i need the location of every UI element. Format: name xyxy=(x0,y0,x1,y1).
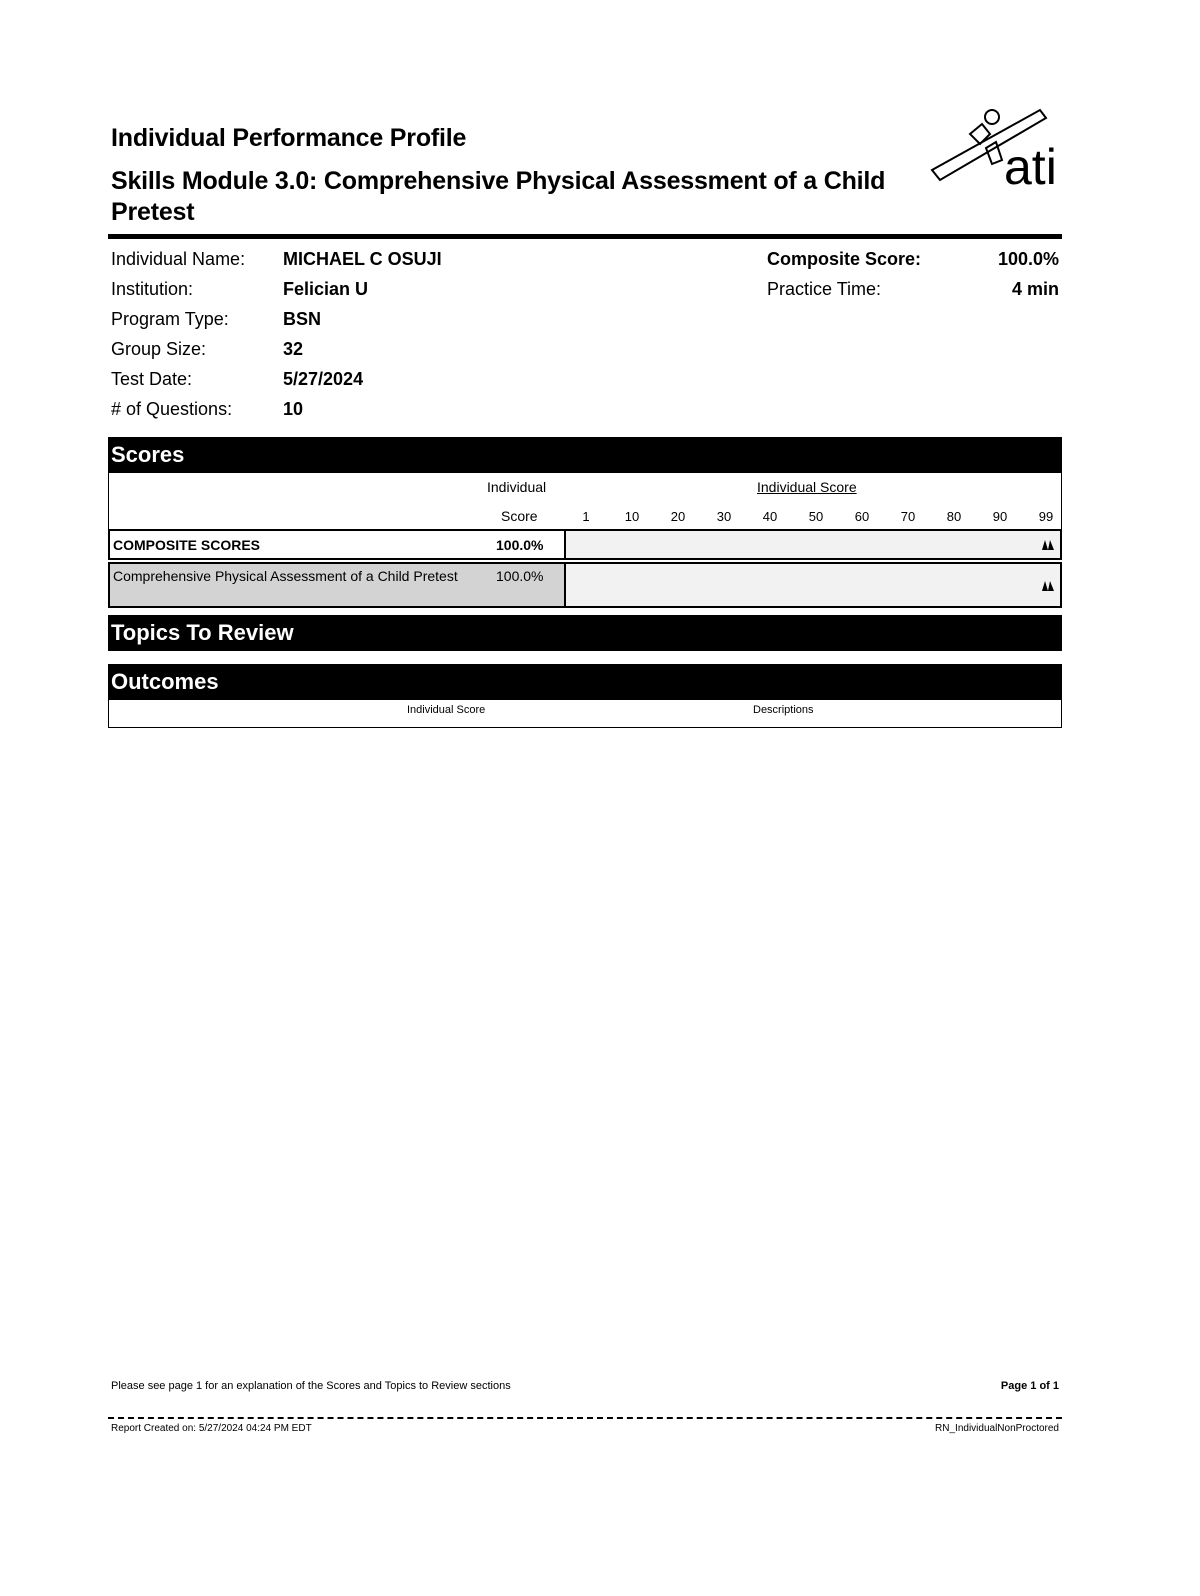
scale-tick-50: 50 xyxy=(808,509,824,524)
institution-label: Institution: xyxy=(111,279,194,299)
questions-label: # of Questions: xyxy=(111,399,233,419)
outcomes-header xyxy=(108,700,1062,728)
score-marker-icon xyxy=(1042,539,1054,551)
practice-time-value: 4 min xyxy=(1011,279,1059,299)
individual-name-value: MICHAEL C OSUJI xyxy=(283,249,442,269)
scale-tick-60: 60 xyxy=(854,509,870,524)
scale-tick-1: 1 xyxy=(582,509,590,524)
row-name: Comprehensive Physical Assessment of a Child Pretest xyxy=(113,568,458,584)
report-code: RN_IndividualNonProctored xyxy=(935,1423,1059,1434)
header-rule xyxy=(108,234,1062,239)
scale-tick-90: 90 xyxy=(992,509,1008,524)
group-size-value: 32 xyxy=(283,339,304,359)
individual-name-label: Individual Name: xyxy=(111,249,246,269)
scale-tick-10: 10 xyxy=(624,509,640,524)
row-name: COMPOSITE SCORES xyxy=(113,537,261,553)
institution-value: Felician U xyxy=(283,279,369,299)
col-score: Score xyxy=(501,508,538,524)
logo-text: ati xyxy=(1004,139,1057,190)
composite-score-value: 100.0% xyxy=(997,249,1059,269)
scale-tick-40: 40 xyxy=(762,509,778,524)
row-value: 100.0% xyxy=(496,537,544,553)
scores-header xyxy=(108,473,1062,529)
questions-value: 10 xyxy=(283,399,304,419)
report-title: Individual Performance Profile xyxy=(111,124,467,152)
composite-score-label: Composite Score: xyxy=(767,249,922,269)
scale-tick-80: 80 xyxy=(946,509,962,524)
test-date-label: Test Date: xyxy=(111,369,193,389)
page-number: Page 1 of 1 xyxy=(1000,1380,1059,1392)
footer-divider xyxy=(108,1417,1062,1419)
test-date-value: 5/27/2024 xyxy=(283,369,364,389)
topics-band: Topics To Review xyxy=(108,615,1062,651)
scale-tick-20: 20 xyxy=(670,509,686,524)
outcomes-col-individual-score: Individual Score xyxy=(407,704,486,716)
report-subtitle: Skills Module 3.0: Comprehensive Physical Assessment of a Child Pretest xyxy=(111,167,886,226)
group-size-label: Group Size: xyxy=(111,339,207,359)
program-type-label: Program Type: xyxy=(111,309,229,329)
scale-tick-70: 70 xyxy=(900,509,916,524)
outcomes-col-descriptions: Descriptions xyxy=(753,704,814,716)
program-type-value: BSN xyxy=(283,309,322,329)
outcomes-band: Outcomes xyxy=(108,664,1062,700)
score-bar xyxy=(564,564,1060,606)
report-created: Report Created on: 5/27/2024 04:24 PM EDT xyxy=(111,1423,312,1434)
report-page xyxy=(108,0,1062,1596)
col-individual: Individual xyxy=(487,479,547,495)
score-marker-icon xyxy=(1042,580,1054,592)
ati-logo xyxy=(930,104,1065,190)
col-individual-score: Individual Score xyxy=(757,479,857,495)
scores-band: Scores xyxy=(108,437,1062,473)
scale-tick-99: 99 xyxy=(1038,509,1054,524)
score-bar xyxy=(564,531,1060,558)
footer-note: Please see page 1 for an explanation of the Scores and Topics to Review sections xyxy=(111,1380,511,1392)
topic-score-row xyxy=(108,562,1062,608)
scale-tick-30: 30 xyxy=(716,509,732,524)
row-value: 100.0% xyxy=(496,568,544,584)
composite-scores-row xyxy=(108,529,1062,560)
practice-time-label: Practice Time: xyxy=(767,279,882,299)
